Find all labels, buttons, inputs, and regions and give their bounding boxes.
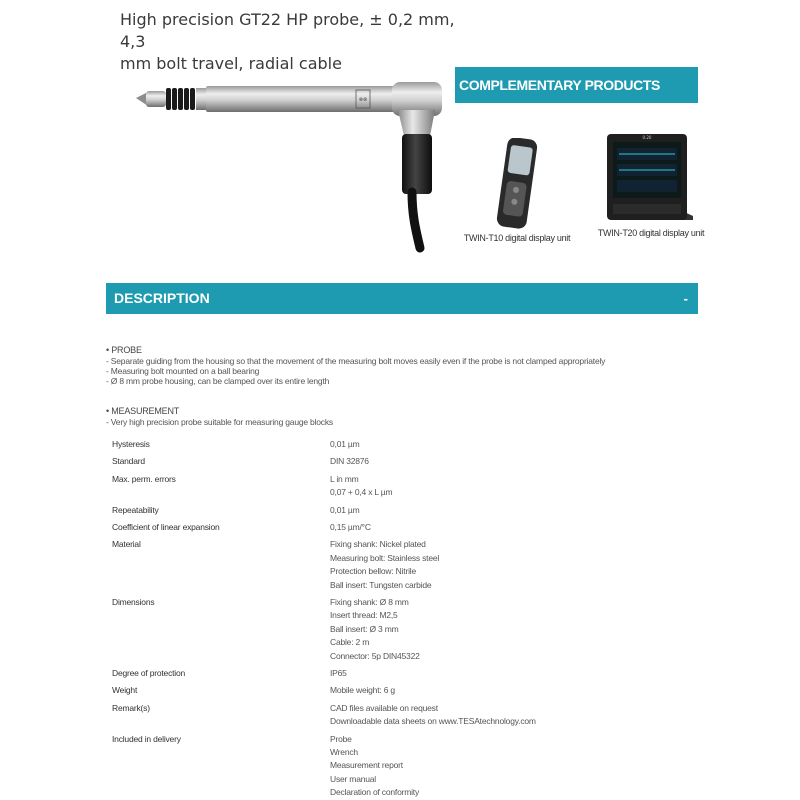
twin-t10-device-image bbox=[487, 138, 547, 233]
spec-row-repeatability bbox=[112, 504, 672, 517]
product-twin-t20[interactable] bbox=[596, 128, 706, 238]
spec-label: Material bbox=[112, 539, 141, 550]
twin-t10-caption: TWIN-T10 digital display unit bbox=[463, 233, 571, 243]
spec-value: 0,15 µm/°C bbox=[330, 522, 371, 532]
spec-value: Wrench bbox=[330, 746, 358, 757]
spec-value: IP65 bbox=[330, 667, 347, 678]
spec-label: Dimensions bbox=[112, 596, 155, 607]
spec-row-material bbox=[112, 538, 672, 592]
spec-value: Measurement report bbox=[330, 760, 403, 771]
spec-value: CAD files available on request bbox=[330, 702, 438, 713]
product-title-line-1: High precision GT22 HP probe, ± 0,2 mm, 4,3 bbox=[120, 10, 455, 51]
spec-value: Mobile weight: 6 g bbox=[330, 685, 395, 696]
spec-label: Remark(s) bbox=[112, 702, 150, 713]
spec-row-weight bbox=[112, 684, 672, 697]
spec-label: Degree of protection bbox=[112, 667, 186, 678]
probe-section bbox=[106, 345, 706, 386]
spec-value: Probe bbox=[330, 733, 352, 744]
spec-row-linear-expansion bbox=[112, 521, 672, 534]
description-title: DESCRIPTION bbox=[114, 290, 210, 306]
spec-value: DIN 32876 bbox=[330, 456, 369, 467]
spec-label: Coefficient of linear expansion bbox=[112, 522, 220, 532]
svg-text:⊗⊗: ⊗⊗ bbox=[358, 97, 368, 103]
spec-value: Ball insert: Tungsten carbide bbox=[330, 579, 432, 590]
product-title-line-2: mm bolt travel, radial cable bbox=[120, 54, 342, 73]
measurement-section-heading: • MEASUREMENT bbox=[106, 406, 180, 416]
description-header[interactable] bbox=[106, 283, 698, 314]
spec-row-standard bbox=[112, 455, 672, 468]
spec-value: 0,07 + 0,4 x L µm bbox=[330, 487, 393, 498]
spec-label: Weight bbox=[112, 685, 138, 696]
spec-value-link[interactable]: Downloadable data sheets on www.TESAtechnology.com bbox=[330, 716, 536, 727]
spec-value: User manual bbox=[330, 773, 376, 784]
spec-row-max-perm-errors bbox=[112, 473, 672, 500]
spec-value: Connector: 5p DIN45322 bbox=[330, 650, 420, 661]
spec-value: Declaration of conformity bbox=[330, 787, 420, 798]
spec-value: Measuring bolt: Stainless steel bbox=[330, 552, 440, 563]
spec-label: Repeatability bbox=[112, 504, 159, 515]
spec-value: 0,01 µm bbox=[330, 439, 360, 449]
spec-row-dimensions bbox=[112, 596, 672, 663]
complementary-products-header: COMPLEMENTARY PRODUCTS bbox=[455, 67, 698, 103]
twin-t20-caption: TWIN-T20 digital display unit bbox=[597, 228, 705, 238]
spec-value: Protection bellow: Nitrile bbox=[330, 566, 416, 577]
spec-row-hysteresis bbox=[112, 438, 672, 451]
measurement-section bbox=[106, 406, 706, 427]
probe-line: - Separate guiding from the housing so that the movement of the measuring bolt moves easily even if the probe is not clamped appropriately bbox=[106, 356, 606, 366]
spec-value: Fixing shank: Ø 8 mm bbox=[330, 596, 409, 607]
spec-label: Included in delivery bbox=[112, 733, 181, 744]
spec-value: 0,01 µm bbox=[330, 504, 360, 515]
probe-section-heading: • PROBE bbox=[106, 345, 142, 355]
twin-t20-screen-label: 0.20 bbox=[642, 135, 652, 140]
spec-value: Fixing shank: Nickel plated bbox=[330, 539, 426, 550]
measurement-line: - Very high precision probe suitable for measuring gauge blocks bbox=[106, 417, 333, 427]
spec-label: Standard bbox=[112, 456, 145, 467]
spec-value: Cable: 2 m bbox=[330, 637, 370, 648]
spec-table bbox=[112, 438, 672, 799]
probe-image bbox=[130, 76, 450, 256]
spec-label: Hysteresis bbox=[112, 439, 150, 449]
spec-row-degree-of-protection bbox=[112, 667, 672, 680]
collapse-icon[interactable]: - bbox=[683, 291, 688, 306]
spec-label: Max. perm. errors bbox=[112, 473, 176, 484]
probe-line: - Measuring bolt mounted on a ball bearing bbox=[106, 366, 260, 376]
spec-value: Insert thread: M2,5 bbox=[330, 610, 398, 621]
spec-row-remarks bbox=[112, 702, 672, 729]
twin-t20-device-image bbox=[601, 128, 701, 228]
spec-row-included-in-delivery bbox=[112, 733, 672, 800]
spec-value: L in mm bbox=[330, 473, 359, 484]
product-twin-t10[interactable] bbox=[462, 138, 572, 243]
product-title bbox=[120, 9, 480, 75]
spec-value: Ball insert: Ø 3 mm bbox=[330, 623, 399, 634]
probe-line: - Ø 8 mm probe housing, can be clamped over its entire length bbox=[106, 376, 330, 386]
